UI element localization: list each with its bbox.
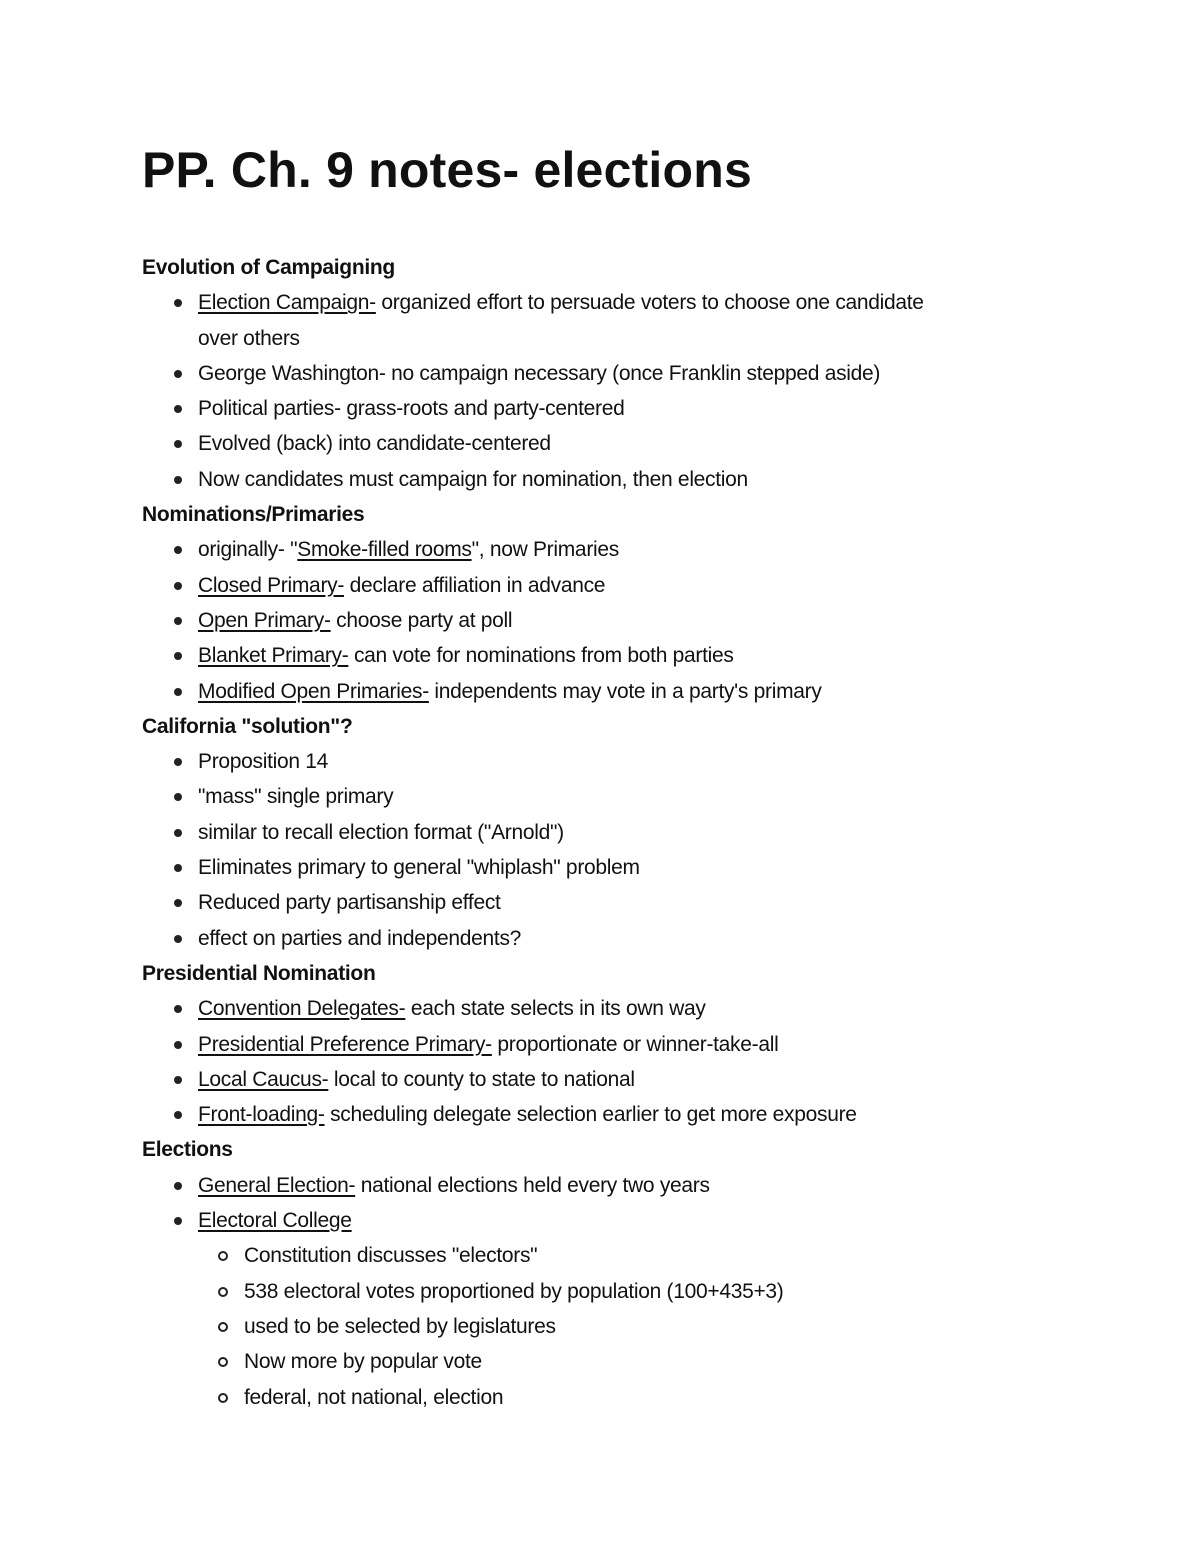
section-heading: Elections [142,1138,233,1162]
list-item [198,1203,1142,1415]
term: Convention Delegates- [198,997,406,1021]
bullet-list [142,1168,1142,1415]
item-text: George Washington- no campaign necessary (once Franklin stepped aside) [198,361,881,385]
hollow-bullet-icon [218,1251,228,1261]
bullet-icon [174,440,182,448]
term: Presidential Preference Primary- [198,1032,492,1056]
list-item [198,779,1142,814]
section-heading: Evolution of Campaigning [142,256,395,279]
item-text: effect on parties and independents? [198,926,522,950]
bullet-list [142,285,1142,497]
term: Closed Primary- [198,573,345,597]
term: Election Campaign- [198,291,376,315]
term: Modified Open Primaries- [198,679,429,703]
bullet-list [142,532,1142,708]
list-item [198,991,1142,1026]
list-item [198,1168,1142,1203]
bullet-icon [174,1217,182,1225]
section-heading: California "solution"? [142,714,353,738]
section-elections [142,1132,1142,1414]
item-text: organized effort to persuade voters to choose one candidate over others [198,291,924,350]
item-text: can vote for nominations from both parties [348,644,734,668]
list-item [198,1097,1142,1132]
bullet-icon [174,546,182,554]
bullet-icon [174,1182,182,1190]
item-prefix: originally- " [198,538,298,562]
bullet-icon [174,899,182,907]
term: Local Caucus- [198,1067,329,1091]
bullet-icon [174,1111,182,1119]
list-item [198,921,1142,956]
section-evolution-of-campaigning [142,250,1142,497]
list-item [198,285,958,356]
hollow-bullet-icon [218,1393,228,1403]
list-item [198,356,1142,391]
item-text: 538 electoral votes proportioned by population (100+435+3) [244,1279,784,1303]
item-text: each state selects in its own way [405,997,706,1021]
list-item [198,391,1142,426]
hollow-bullet-icon [218,1357,228,1367]
list-item [198,638,1142,673]
item-text: national elections held every two years [355,1173,710,1197]
section-heading: Nominations/Primaries [142,503,365,527]
list-item [198,462,1142,497]
list-item [198,532,1142,567]
sub-list-item [244,1380,1142,1415]
term: Smoke-filled rooms [297,538,472,562]
item-text: Evolved (back) into candidate-centered [198,432,551,456]
list-item [198,1027,1142,1062]
item-text: federal, not national, election [244,1385,504,1409]
item-text: Proposition 14 [198,750,329,774]
bullet-icon [174,935,182,943]
item-text: scheduling delegate selection earlier to get more exposure [324,1103,857,1127]
hollow-bullet-icon [218,1287,228,1297]
bullet-icon [174,582,182,590]
notes-page [142,138,1142,1415]
item-text: declare affiliation in advance [344,573,606,597]
item-text: Now more by popular vote [244,1350,482,1374]
bullet-list [142,991,1142,1132]
item-text: Eliminates primary to general "whiplash" problem [198,856,640,880]
bullet-icon [174,1076,182,1084]
item-text: "mass" single primary [198,785,394,809]
list-item [198,885,1142,920]
list-item [198,674,1142,709]
bullet-icon [174,793,182,801]
item-text: proportionate or winner-take-all [491,1032,779,1056]
sub-list-item [244,1309,1142,1344]
bullet-icon [174,299,182,307]
hollow-bullet-icon [218,1322,228,1332]
bullet-icon [174,864,182,872]
bullet-icon [174,1041,182,1049]
term: Electoral College [198,1209,352,1233]
item-text: similar to recall election format ("Arnold") [198,820,564,844]
item-text: local to county to state to national [328,1067,635,1091]
section-heading: Presidential Nomination [142,961,376,985]
term: Blanket Primary- [198,644,349,668]
section-california-solution [142,709,1142,956]
item-text: ", now Primaries [471,538,619,562]
bullet-icon [174,688,182,696]
bullet-icon [174,370,182,378]
sub-list-item [244,1274,1142,1309]
item-text: used to be selected by legislatures [244,1314,556,1338]
item-text: Constitution discusses "electors" [244,1244,538,1268]
bullet-icon [174,476,182,484]
page-title: PP. Ch. 9 notes- elections [142,142,753,198]
list-item [198,1062,1142,1097]
term: Front-loading- [198,1103,325,1127]
item-text: Now candidates must campaign for nomination, then election [198,467,748,491]
item-text: choose party at poll [330,608,513,632]
list-item [198,568,1142,603]
item-text: Reduced party partisanship effect [198,891,501,915]
bullet-icon [174,1005,182,1013]
section-presidential-nomination [142,956,1142,1132]
section-nominations-primaries [142,497,1142,709]
list-item [198,744,1142,779]
term: Open Primary- [198,608,331,632]
sub-list-item [244,1344,1142,1379]
bullet-list [142,744,1142,956]
bullet-icon [174,829,182,837]
list-item [198,426,1142,461]
list-item [198,603,1142,638]
sub-list-item [244,1238,1142,1273]
list-item [198,850,1142,885]
bullet-icon [174,652,182,660]
sub-bullet-list [198,1238,1142,1414]
item-text: independents may vote in a party's primary [428,679,822,703]
term: General Election- [198,1173,356,1197]
list-item [198,815,1142,850]
item-text: Political parties- grass-roots and party-centered [198,397,625,421]
bullet-icon [174,617,182,625]
bullet-icon [174,758,182,766]
bullet-icon [174,405,182,413]
